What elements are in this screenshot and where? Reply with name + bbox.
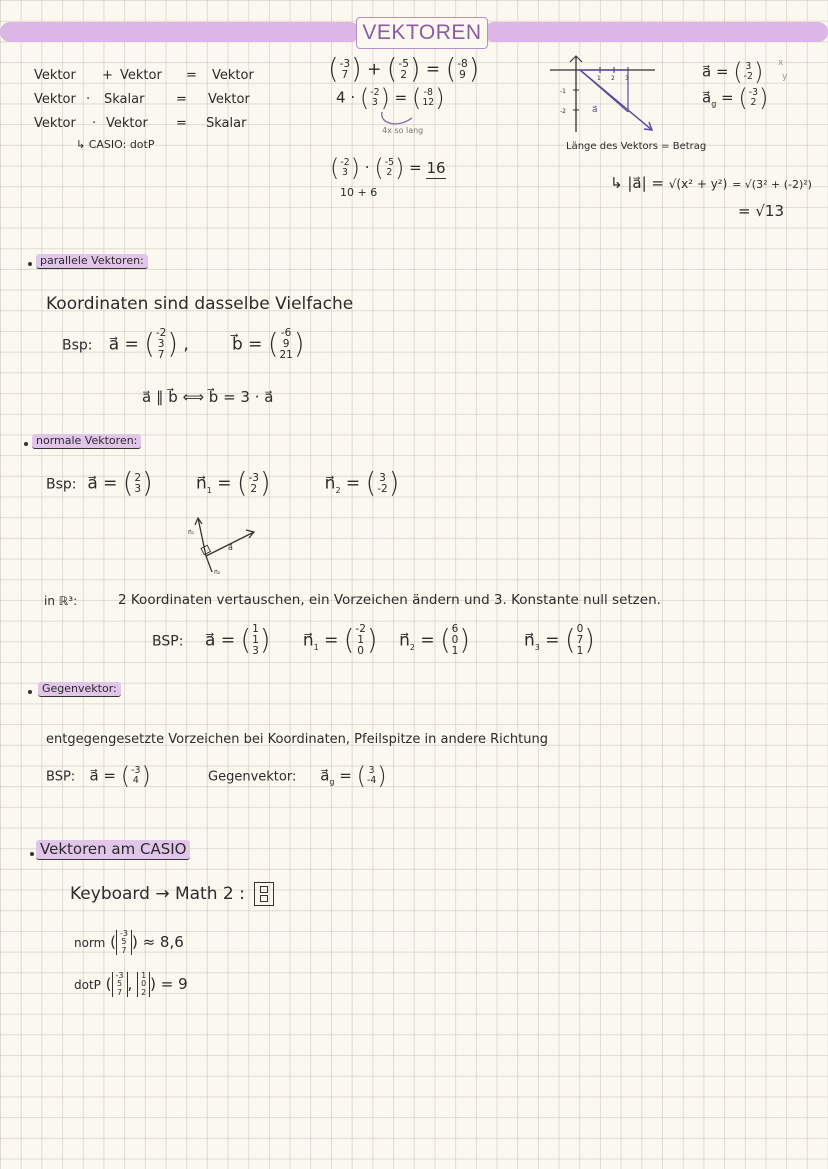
parallel-heading xyxy=(36,254,148,267)
gegen-example: BSP: a⃗ = ( -3 4 ) Gegenvektor: $a⃗_g$ = ( 3 -4 ) xyxy=(46,762,387,790)
op-symbol: + xyxy=(102,68,113,83)
op-eq: = xyxy=(176,116,187,131)
title-banner-left xyxy=(0,22,360,42)
formula-mid: √(x² + y²) xyxy=(668,177,728,191)
vector: ( -8 12 ) xyxy=(412,84,445,112)
matrix: -3 5 7 xyxy=(116,930,132,955)
op-result: Skalar xyxy=(206,116,247,131)
bullet xyxy=(30,852,34,856)
vector: ( 3 -2 ) xyxy=(365,468,400,499)
vector: ( 2 3 ) xyxy=(122,468,153,499)
vector: ( 6 0 1 ) xyxy=(440,623,470,658)
scalar-note: 4x so lang xyxy=(382,126,424,135)
vector: ( -3 2 ) xyxy=(738,84,769,112)
vector: ( 3 -2 ) xyxy=(733,58,764,86)
vector: ( 0 7 1 ) xyxy=(564,623,595,658)
casio-dotp-note: ↳ CASIO: dotP xyxy=(76,138,155,151)
parallel-relation: a⃗ ∥ b⃗ ⟺ b⃗ = 3 · a⃗ xyxy=(142,388,274,406)
gegen-label: Gegenvektor: xyxy=(208,769,297,785)
vector: ( 1 1 3 ) xyxy=(240,623,271,658)
scalar-factor: 4 xyxy=(336,88,346,107)
tick-label: -1 xyxy=(560,88,566,95)
op-a: Vektor xyxy=(34,116,76,131)
bsp-label: BSP: xyxy=(46,769,76,785)
vector: ( -3 4 ) xyxy=(120,762,151,790)
parallel-rule: Koordinaten sind dasselbe Vielfache xyxy=(46,294,354,314)
bullet xyxy=(28,690,32,694)
parallel-heading-text: parallele Vektoren: xyxy=(36,254,148,269)
axis-hints xyxy=(778,56,787,84)
dot-calc: 10 + 6 xyxy=(340,186,378,199)
casio-norm: norm ( -3 5 7 ) ≈ 8,6 xyxy=(74,929,184,955)
magnitude-result: = √13 xyxy=(738,202,784,220)
bullet xyxy=(28,262,32,266)
op-a: Vektor xyxy=(34,92,76,107)
bsp-label: BSP: xyxy=(152,633,184,650)
parallel-example: Bsp: a⃗ = ( -2 3 7 ) , b⃗ = ( -6 9 21 ) xyxy=(62,327,305,362)
casio-heading xyxy=(36,840,190,858)
axis-hint-x: x xyxy=(778,58,784,68)
vector: ( -8 9 ) xyxy=(445,54,480,85)
tick-label: 3 xyxy=(625,75,629,82)
r3-prefix: in ℝ³: xyxy=(44,594,78,608)
vector: ( -2 3 ) xyxy=(330,154,361,182)
op-result: Vektor xyxy=(212,68,254,83)
page-title: VEKTOREN xyxy=(356,17,488,49)
matrix-key-icon xyxy=(254,882,274,906)
gegen-heading xyxy=(38,682,121,695)
op-eq: = xyxy=(186,68,197,83)
formula-lhs: ↳ |a⃗| = xyxy=(610,174,664,192)
normal-sketch xyxy=(188,512,268,576)
matrix: -3 5 7 xyxy=(112,972,128,997)
normal-heading xyxy=(32,434,141,447)
norm-result: ≈ 8,6 xyxy=(142,933,184,952)
vector: ( -5 2 ) xyxy=(374,154,405,182)
length-label: Länge des Vektors = Betrag xyxy=(566,141,707,152)
gegen-rule: entgegengesetzte Vorzeichen bei Koordinaten, Pfeilspitze in andere Richtung xyxy=(46,732,548,747)
axis-hint-y: y xyxy=(782,72,788,82)
tick-label: 2 xyxy=(611,75,615,82)
sketch-label-a: a⃗ xyxy=(228,543,233,552)
casio-keyboard xyxy=(70,882,274,906)
vector: ( -3 7 ) xyxy=(328,54,362,85)
formula-mid2: = √(3² + (-2)²) xyxy=(732,178,812,191)
op-result: Vektor xyxy=(208,92,250,107)
matrix: 1 0 2 xyxy=(137,972,150,997)
scalar-example: 4 · ( -2 3 ) = ( -8 12 ) xyxy=(336,84,445,112)
vector-graph xyxy=(540,50,670,140)
tick-label: 1 xyxy=(597,75,601,82)
casio-dotp: dotP ( -3 5 7 , 1 0 2 ) = 9 xyxy=(74,971,188,997)
casio-heading-text: Vektoren am CASIO xyxy=(36,840,190,860)
dot-result: 16 xyxy=(426,158,446,177)
bsp-label: Bsp: xyxy=(62,337,93,354)
op-b: Skalar xyxy=(104,92,145,107)
title-banner-right xyxy=(484,22,828,42)
ag-vector-def: $a⃗_g$ = ( -3 2 ) xyxy=(702,84,769,112)
normal-example: Bsp: a⃗ = ( 2 3 ) $n⃗_1$ = ( -3 2 ) $n⃗_2$ = ( 3 -2 ) xyxy=(46,468,400,499)
tick-label: -2 xyxy=(560,108,566,115)
vector: ( -3 2 ) xyxy=(236,468,271,499)
normal-heading-text: normale Vektoren: xyxy=(32,434,141,449)
sketch-label-n1: n⃗₁ xyxy=(188,529,195,536)
graph-vector-label: a⃗ xyxy=(592,105,598,115)
dotp-label: dotP xyxy=(74,978,101,993)
gegen-heading-text: Gegenvektor: xyxy=(38,682,121,697)
bullet xyxy=(24,442,28,446)
op-eq: = xyxy=(176,92,187,107)
dotp-result: = 9 xyxy=(160,975,188,994)
norm-label: norm xyxy=(74,936,106,951)
addition-example: ( -3 7 ) + ( -5 2 ) = ( -8 9 ) xyxy=(328,54,480,85)
r3-rule: 2 Koordinaten vertauschen, ein Vorzeichen ändern und 3. Konstante null setzen. xyxy=(118,592,661,608)
vector: ( -2 3 7 ) xyxy=(144,327,178,362)
vector: ( -2 3 ) xyxy=(359,84,390,112)
op-symbol: · xyxy=(86,92,91,107)
a-vector-def: a⃗ = ( 3 -2 ) xyxy=(702,58,764,86)
op-symbol: · xyxy=(92,116,97,131)
bsp-label: Bsp: xyxy=(46,476,77,493)
dot-example: ( -2 3 ) · ( -5 2 ) = 16 xyxy=(330,154,446,182)
vector: ( 3 -4 ) xyxy=(356,762,387,790)
op-b: Vektor xyxy=(120,68,162,83)
vector: ( -5 2 ) xyxy=(386,54,421,85)
op-b: Vektor xyxy=(106,116,148,131)
op-a: Vektor xyxy=(34,68,76,83)
magnitude-formula xyxy=(610,174,812,192)
keyboard-path: Keyboard → Math 2 : xyxy=(70,884,245,904)
r3-example: BSP: a⃗ = ( 1 1 3 ) $n⃗_1$ = ( -2 1 0 ) $n⃗_2$ = ( 6 0 1 ) $n⃗_3$ = ( 0 7 1 ) xyxy=(152,623,595,658)
vector: ( -2 1 0 ) xyxy=(343,623,378,658)
sketch-label-n2: n⃗₂ xyxy=(214,569,221,576)
vector: ( -6 9 21 ) xyxy=(267,327,305,362)
